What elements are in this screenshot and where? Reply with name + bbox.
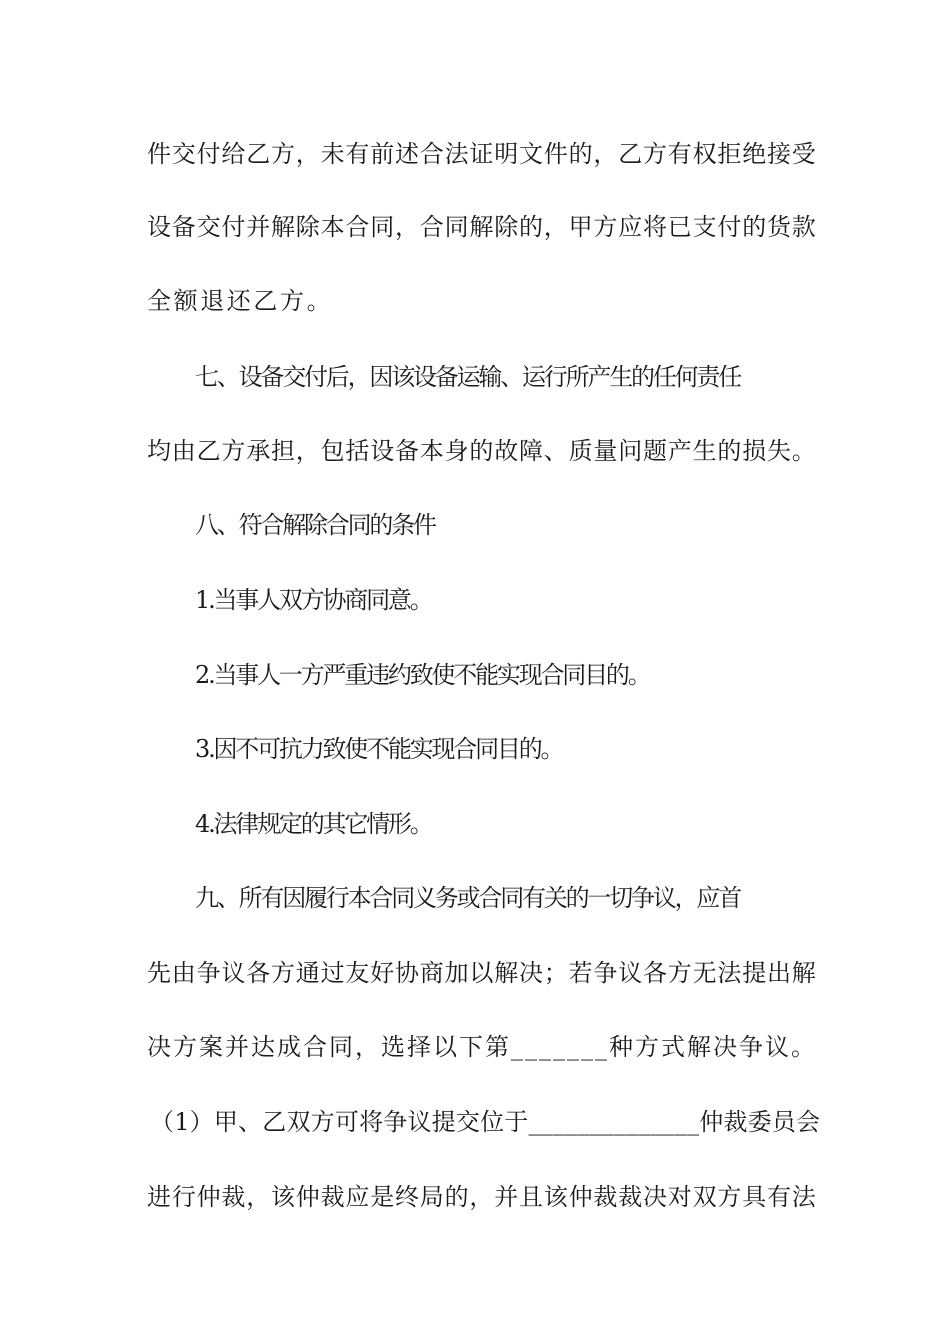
section-nine-heading-line: 九、所有因履行本合同义务或合同有关的一切争议，应首 bbox=[195, 884, 740, 912]
list-item: 1.当事人双方协商同意。 bbox=[195, 586, 432, 614]
section-seven-heading-line: 七、设备交付后，因该设备运输、运行所产生的任何责任 bbox=[195, 363, 740, 391]
text-line: 件交付给乙方，未有前述合法证明文件的，乙方有权拒绝接受 bbox=[147, 140, 817, 168]
numbered-option-line: （1）甲、乙双方可将争议提交位于______________仲裁委员会 bbox=[150, 1108, 821, 1136]
text-line: 先由争议各方通过友好协商加以解决；若争议各方无法提出解 bbox=[147, 959, 817, 987]
list-item: 4.法律规定的其它情形。 bbox=[195, 810, 432, 838]
list-item: 3.因不可抗力致使不能实现合同目的。 bbox=[195, 735, 563, 763]
text-line: 设备交付并解除本合同，合同解除的，甲方应将已支付的货款 bbox=[147, 213, 817, 241]
text-line: 全额退还乙方。 bbox=[147, 287, 334, 315]
section-eight-heading: 八、符合解除合同的条件 bbox=[195, 511, 435, 539]
list-item: 2.当事人一方严重违约致使不能实现合同目的。 bbox=[195, 661, 650, 689]
text-line: 决方案并达成合同，选择以下第_______种方式解决争议。 bbox=[147, 1033, 817, 1061]
text-line: 均由乙方承担，包括设备本身的故障、质量问题产生的损失。 bbox=[147, 437, 817, 465]
text-line: 进行仲裁，该仲裁应是终局的，并且该仲裁裁决对双方具有法 bbox=[147, 1183, 817, 1211]
